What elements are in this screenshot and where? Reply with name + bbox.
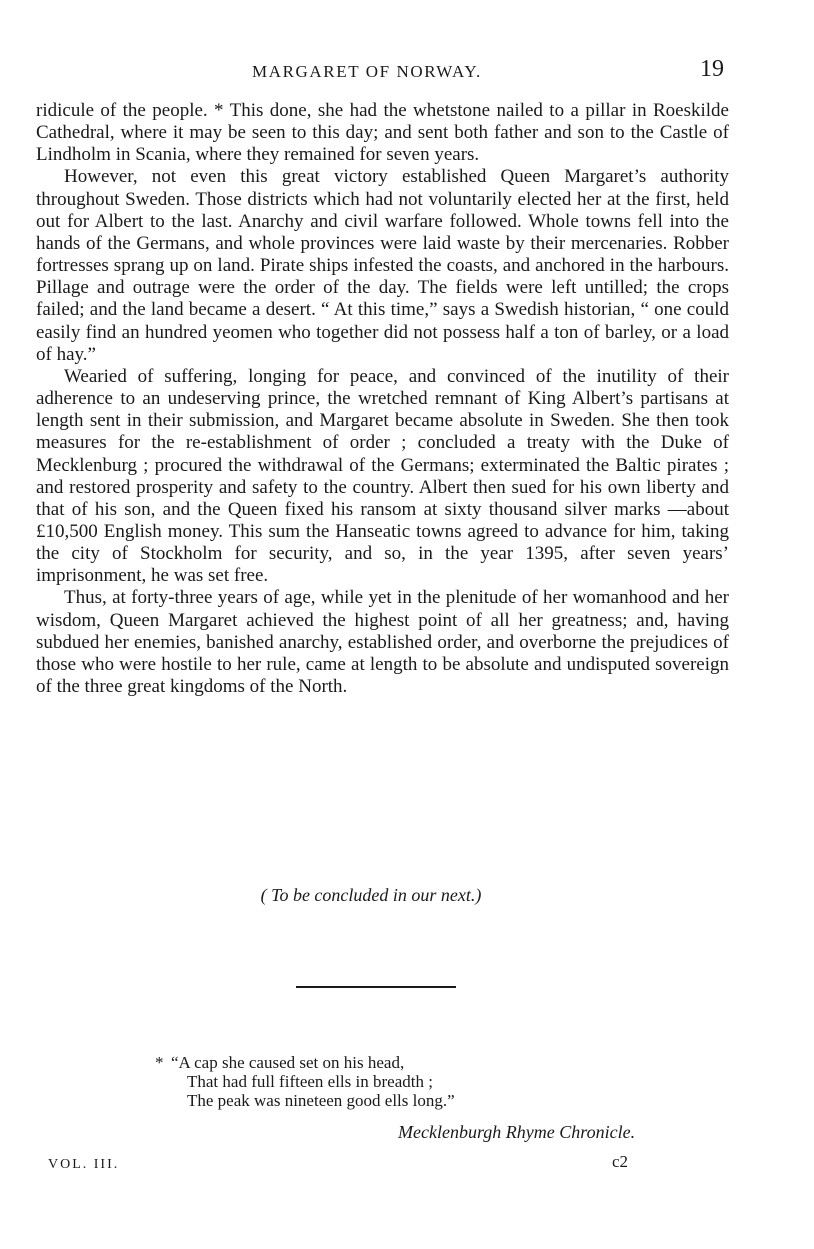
paragraph: Wearied of suffering, longing for peace, and convinced of the inutility of their adherence to an undeserving prince, the wretched remnant of King Albert’s partisans at length sent in their submission, and Margaret became absolute in Sweden. She then took measures for the re-establishment of order ; concluded a treaty with the Duke of Mecklenburg ; procured the withdrawal of the Germans; exterminated the Baltic pirates ; and restored prosperity and safety to the country. Albert then sued for his own liberty and that of his son, and the Queen fixed his ransom at sixty thousand silver marks —about £10,500 English money. This sum the Hanseatic towns agreed to advance for him, taking the city of Stockholm for security, and so, in the year 1395, after seven years’ imprisonment, he was set free. [36,365,729,587]
footnote-verse [171,1053,455,1110]
paragraph: However, not even this great victory established Queen Margaret’s authority throughout Sweden. Those districts which had not voluntarily elected her at the first, held out for Albert to the last. Anarchy and civil warfare followed. Whole towns fell into the hands of the Germans, and whole provinces were laid waste by their mercenaries. Robber fortresses sprang up on land. Pirate ships infested the coasts, and anchored in the harbours. Pillage and outrage were the order of the day. The fields were left untilled; the crops failed; and the land became a desert. “ At this time,” says a Swedish historian, “ one could easily find an hundred yeomen who together did not possess half a ton of barley, or a load of hay.” [36,166,729,365]
verse-line: “A cap she caused set on his head, [171,1053,405,1072]
running-head [0,58,814,88]
continued-note [0,885,814,906]
body-text [36,100,729,698]
paragraph: Thus, at forty-three years of age, while yet in the plenitude of her womanhood and her wisdom, Queen Margaret achieved the highest point of all her greatness; and, having subdued her enemies, banished anarchy, established order, and overborne the prejudices of those who were hostile to her rule, came at length to be absolute and undisputed sovereign of the three great kingdoms of the North. [36,587,729,698]
section-divider [296,986,456,988]
running-title: MARGARET OF NORWAY. [252,62,482,81]
footnote [155,1053,455,1110]
signature-mark: c2 [612,1152,629,1171]
continued-note-text: ( To be concluded in our next.) [260,885,482,905]
footnote-source: Mecklenburgh Rhyme Chronicle. [398,1122,636,1142]
verse-line: The peak was nineteen good ells long.” [187,1091,455,1110]
verse-line: That had full fifteen ells in breadth ; [187,1072,433,1091]
page-number: 19 [700,56,724,82]
paragraph: ridicule of the people. * This done, she had the whetstone nailed to a pillar in Roeskilde Cathedral, where it may be seen to this day; and sent both father and son to the Castle of Lindholm in Scania, where they remained for seven years. [36,100,729,166]
footnote-marker: * [155,1053,164,1072]
volume-label: VOL. III. [48,1157,120,1172]
